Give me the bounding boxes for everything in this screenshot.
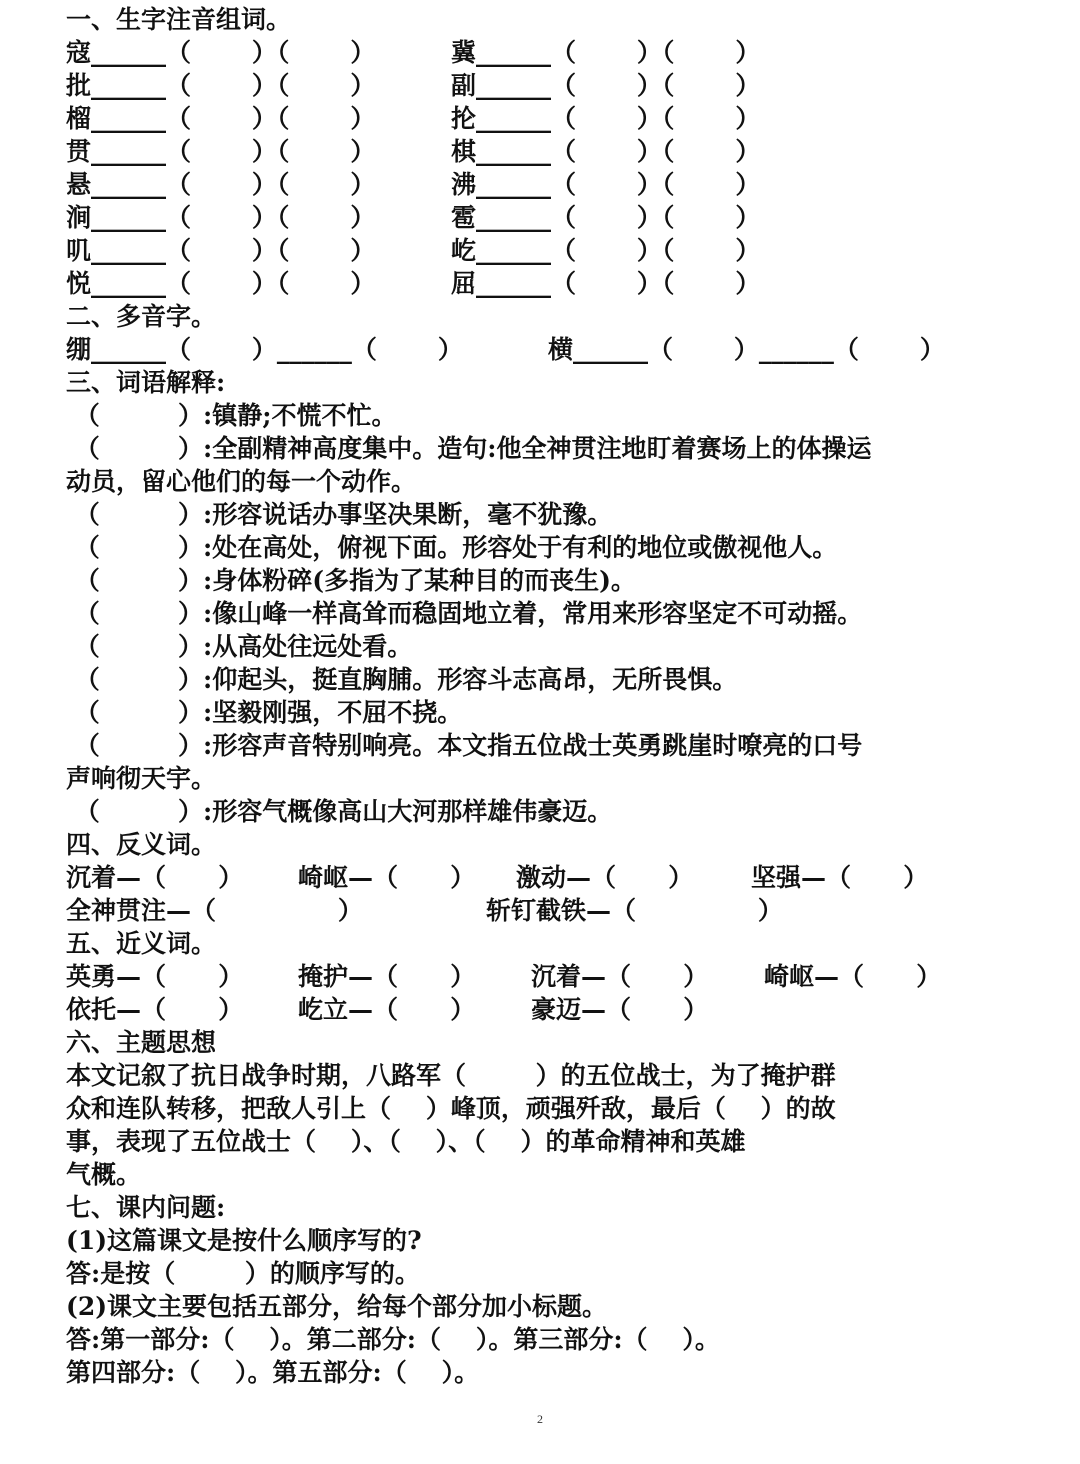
definition-line: （ ）:形容声音特别响亮。本文指五位战士英勇跳崖时嘹亮的口号	[66, 731, 863, 760]
section-5-heading: 五、近义词。	[66, 929, 217, 958]
char-entry: 寇______（ ）（ ）	[66, 38, 376, 67]
antonym-row	[66, 894, 1026, 927]
antonym-row	[66, 861, 1026, 894]
char-entry: 抡______（ ）（ ）	[451, 104, 761, 133]
section-3-heading: 三、词语解释:	[66, 368, 226, 397]
char-row	[66, 267, 1026, 300]
synonym-row	[66, 993, 1026, 1026]
definition-line: （ ）:像山峰一样高耸而稳固地立着，常用来形容坚定不可动摇。	[66, 599, 863, 628]
section-4-heading: 四、反义词。	[66, 830, 217, 859]
char-entry: 屈______（ ）（ ）	[451, 269, 761, 298]
synonym-entry: 屹立—（ ）	[298, 995, 476, 1024]
synonym-entry: 掩护—（ ）	[298, 962, 476, 991]
theme-line: 气概。	[66, 1160, 142, 1189]
char-entry: 榴______（ ）（ ）	[66, 104, 376, 133]
definition-line: 声响彻天宇。	[66, 764, 217, 793]
theme-line: 事，表现了五位战士（ ）、（ ）、（ ）的革命精神和英雄	[66, 1127, 746, 1156]
polyphone-row	[66, 333, 1026, 366]
definition-line: （ ）:仰起头，挺直胸脯。形容斗志高昂，无所畏惧。	[66, 665, 738, 694]
char-entry: 叽______（ ）（ ）	[66, 236, 376, 265]
polyphone-entry: 绷______（ ）______（ ）	[66, 335, 463, 364]
definition-line: （ ）:全副精神高度集中。造句:他全神贯注地盯着赛场上的体操运	[66, 434, 872, 463]
antonym-entry: 全神贯注—（ ）	[66, 896, 363, 925]
antonym-entry: 沉着—（ ）	[66, 863, 244, 892]
synonym-entry: 英勇—（ ）	[66, 962, 244, 991]
char-row	[66, 168, 1026, 201]
answer-line: 第四部分:（ ）。第五部分:（ ）。	[66, 1358, 480, 1387]
section-2-heading: 二、多音字。	[66, 302, 217, 331]
antonym-entry: 崎岖—（ ）	[298, 863, 476, 892]
definition-line: （ ）:形容说话办事坚决果断，毫不犹豫。	[66, 500, 613, 529]
section-1-heading: 一、生字注音组词。	[66, 5, 292, 34]
theme-line: 本文记叙了抗日战争时期，八路军（ ）的五位战士，为了掩护群	[66, 1061, 836, 1090]
char-row	[66, 135, 1026, 168]
section-6-heading: 六、主题思想	[66, 1028, 217, 1057]
char-row	[66, 102, 1026, 135]
polyphone-entry: 横______（ ）______（ ）	[548, 335, 945, 364]
answer-line: 答:是按（ ）的顺序写的。	[66, 1259, 420, 1288]
char-entry: 沸______（ ）（ ）	[451, 170, 761, 199]
synonym-entry: 沉着—（ ）	[531, 962, 709, 991]
char-row	[66, 201, 1026, 234]
answer-line: 答:第一部分:（ ）。第二部分:（ ）。第三部分:（ ）。	[66, 1325, 720, 1354]
antonym-entry: 坚强—（ ）	[751, 863, 929, 892]
definition-line: 动员，留心他们的每一个动作。	[66, 467, 417, 496]
char-entry: 冀______（ ）（ ）	[451, 38, 761, 67]
char-entry: 棋______（ ）（ ）	[451, 137, 761, 166]
char-entry: 涧______（ ）（ ）	[66, 203, 376, 232]
char-entry: 雹______（ ）（ ）	[451, 203, 761, 232]
question-line: (1)这篇课文是按什么顺序写的?	[66, 1226, 422, 1255]
synonym-entry: 崎岖—（ ）	[764, 962, 942, 991]
synonym-entry: 依托—（ ）	[66, 995, 244, 1024]
char-entry: 批______（ ）（ ）	[66, 71, 376, 100]
synonym-entry: 豪迈—（ ）	[531, 995, 709, 1024]
theme-line: 众和连队转移，把敌人引上（ ）峰顶，顽强歼敌，最后（ ）的故	[66, 1094, 836, 1123]
definition-line: （ ）:处在高处，俯视下面。形容处于有利的地位或傲视他人。	[66, 533, 838, 562]
question-line: (2)课文主要包括五部分，给每个部分加小标题。	[66, 1292, 608, 1321]
char-entry: 副______（ ）（ ）	[451, 71, 761, 100]
antonym-entry: 斩钉截铁—（ ）	[486, 896, 783, 925]
definition-line: （ ）:身体粉碎(多指为了某种目的而丧生)。	[66, 566, 636, 595]
char-entry: 屹______（ ）（ ）	[451, 236, 761, 265]
synonym-row	[66, 960, 1026, 993]
char-entry: 贯______（ ）（ ）	[66, 137, 376, 166]
definition-line: （ ）:镇静;不慌不忙。	[66, 401, 397, 430]
char-row	[66, 36, 1026, 69]
definition-line: （ ）:从高处往远处看。	[66, 632, 413, 661]
char-row	[66, 234, 1026, 267]
page-number: 2	[537, 1412, 543, 1426]
section-7-heading: 七、课内问题:	[66, 1193, 226, 1222]
definition-line: （ ）:形容气概像高山大河那样雄伟豪迈。	[66, 797, 613, 826]
char-entry: 悬______（ ）（ ）	[66, 170, 376, 199]
definition-line: （ ）:坚毅刚强，不屈不挠。	[66, 698, 463, 727]
char-entry: 悦______（ ）（ ）	[66, 269, 376, 298]
char-row	[66, 69, 1026, 102]
antonym-entry: 激动—（ ）	[516, 863, 694, 892]
